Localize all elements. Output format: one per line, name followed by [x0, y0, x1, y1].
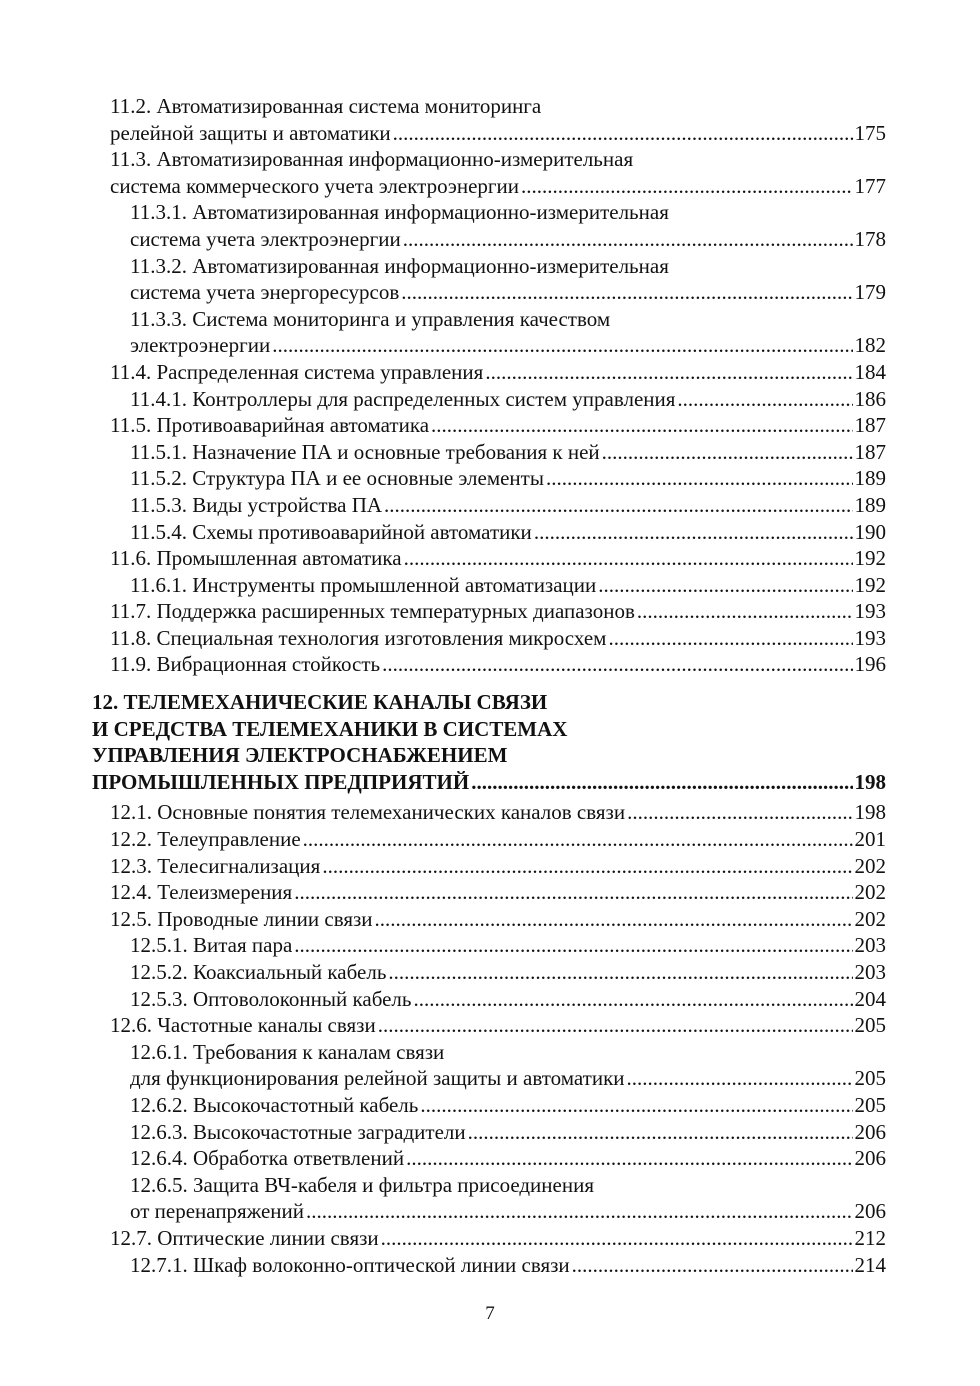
toc-entry-title: 12.5.3. Оптоволоконный кабель: [130, 986, 412, 1011]
dot-leader: [375, 906, 853, 933]
dot-leader: [420, 1092, 852, 1119]
toc-entry-11-2-line1: 11.2. Автоматизированная система мониторинга: [110, 94, 542, 118]
toc-entry-title: 12.6. Частотные каналы связи: [110, 1013, 376, 1038]
toc-entry-title: 11.5.3. Виды устройства ПА: [130, 492, 383, 517]
toc-page-number: 205: [854, 1066, 886, 1091]
toc-page-number: 204: [854, 986, 886, 1011]
toc-page-number: 179: [854, 280, 886, 305]
toc-entry-12-6-2[interactable]: [92, 1092, 886, 1119]
toc-entry-title: 12.4. Телеизмерения: [110, 880, 293, 905]
toc-entry-11-4-1[interactable]: [92, 386, 886, 413]
toc-entry-title: ПРОМЫШЛЕННЫХ ПРЕДПРИЯТИЙ: [92, 769, 470, 794]
toc-entry-11-8[interactable]: [92, 625, 886, 652]
toc-entry-11-3-line1: 11.3. Автоматизированная информационно-измерительная: [110, 147, 634, 172]
page-footer-number: 7: [485, 1303, 495, 1324]
toc-entry-12-6-1[interactable]: [92, 1065, 886, 1092]
dot-leader: [521, 173, 852, 200]
toc-entry-11-3[interactable]: [92, 173, 886, 200]
dot-leader: [608, 625, 852, 652]
toc-page-number: 192: [854, 546, 886, 571]
toc-entry-title: система учета энергоресурсов: [130, 280, 400, 305]
dot-leader: [406, 1145, 852, 1172]
dot-leader: [294, 932, 852, 959]
dot-leader: [303, 826, 853, 853]
toc-page-number: 212: [854, 1225, 886, 1250]
dot-leader: [403, 226, 853, 253]
toc-page-number: 192: [854, 572, 886, 597]
toc-page-number: 193: [854, 599, 886, 624]
toc-page-number: 198: [854, 769, 886, 794]
dot-leader: [322, 853, 852, 880]
toc-page-number: 205: [854, 1013, 886, 1038]
toc-entry-title: 12.3. Телесигнализация: [110, 853, 321, 878]
toc-entry-title: 12.5.2. Коаксиальный кабель: [130, 960, 387, 984]
toc-chapter-12[interactable]: [92, 689, 886, 795]
toc-entry-title: 11.6. Промышленная автоматика: [110, 546, 402, 571]
dot-leader: [627, 799, 852, 826]
toc-page-number: 206: [854, 1146, 886, 1171]
toc-entry-title: 11.6.1. Инструменты промышленной автоматизации: [130, 572, 597, 597]
toc-entry-12-5-2[interactable]: [92, 959, 886, 986]
toc-entry-title: 11.7. Поддержка расширенных температурных диапазонов: [110, 599, 635, 624]
toc-page-number: 187: [854, 439, 886, 464]
toc-entry-title: 12.6.2. Высокочастотный кабель: [130, 1092, 419, 1117]
dot-leader: [431, 412, 852, 439]
toc-entry-11-5-2[interactable]: [92, 465, 886, 492]
dot-leader: [306, 1198, 853, 1225]
toc-entry-12-4[interactable]: [92, 879, 886, 906]
toc-page-number: 196: [854, 652, 886, 677]
dot-leader: [598, 572, 852, 599]
dot-leader: [468, 1119, 853, 1146]
toc-page-number: 201: [854, 827, 886, 852]
toc-entry-12-5[interactable]: [92, 906, 886, 933]
dot-leader: [572, 1252, 853, 1279]
toc-entry-title: электроэнергии: [130, 333, 271, 358]
toc-page-number: 189: [854, 492, 886, 517]
toc-page-number: 193: [854, 625, 886, 650]
toc-entry-12-6-5-line1: 12.6.5. Защита ВЧ-кабеля и фильтра присоединения: [130, 1172, 594, 1197]
dot-leader: [381, 1225, 853, 1252]
toc-page-number: 177: [854, 173, 886, 198]
toc-entry-title: 12.2. Телеуправление: [110, 827, 301, 852]
toc-entry-12-6-3[interactable]: [92, 1119, 886, 1146]
toc-entry-11-3-1-line1: 11.3.1. Автоматизированная информационно-измерительная: [130, 200, 669, 225]
toc-entry-11-3-2[interactable]: [92, 279, 886, 306]
toc-entry-11-9[interactable]: [92, 651, 886, 678]
dot-leader: [677, 386, 852, 413]
toc-entry-11-3-2-line1: 11.3.2. Автоматизированная информационно-измерительная: [130, 253, 669, 278]
toc-entry-11-3-3-line1: 11.3.3. Система мониторинга и управления качеством: [130, 306, 611, 331]
toc-page-number: 187: [854, 413, 886, 438]
toc-page-number: 190: [854, 519, 886, 544]
toc-entry-title: 12.5. Проводные линии связи: [110, 906, 373, 931]
toc-entry-title: система учета электроэнергии: [130, 226, 401, 251]
toc-entry-12-6-1-line1: 12.6.1. Требования к каналам связи: [130, 1039, 445, 1064]
chapter-title-line2: И СРЕДСТВА ТЕЛЕМЕХАНИКИ В СИСТЕМАХ: [92, 716, 568, 741]
dot-leader: [294, 879, 852, 906]
toc-entry-title: 11.8. Специальная технология изготовления микросхем: [110, 625, 607, 650]
toc-entry-11-7[interactable]: [92, 598, 886, 625]
dot-leader: [378, 1012, 853, 1039]
chapter-title-line3: УПРАВЛЕНИЯ ЭЛЕКТРОСНАБЖЕНИЕМ: [92, 743, 508, 768]
toc-entry-12-6[interactable]: [92, 1012, 886, 1039]
chapter-title-line1: 12. ТЕЛЕМЕХАНИЧЕСКИЕ КАНАЛЫ СВЯЗИ: [92, 690, 548, 715]
toc-entry-12-2[interactable]: [92, 826, 886, 853]
toc-entry-12-7-1[interactable]: [92, 1252, 886, 1279]
dot-leader: [627, 1065, 853, 1092]
toc-entry-11-5[interactable]: [92, 412, 886, 439]
toc-entry-12-6-5[interactable]: [92, 1198, 886, 1225]
toc-entry-11-5-3[interactable]: [92, 492, 886, 519]
dot-leader: [404, 545, 853, 572]
toc-page-number: 205: [854, 1092, 886, 1117]
toc-page-number: 184: [854, 359, 886, 384]
dot-leader: [485, 359, 852, 386]
dot-leader: [534, 519, 853, 546]
dot-leader: [471, 769, 852, 796]
toc-page-number: 189: [854, 466, 886, 491]
toc-page-number: 206: [854, 1199, 886, 1224]
toc-page-number: 198: [854, 800, 886, 825]
toc-page-number: 202: [854, 906, 886, 931]
toc-entry-11-6-1[interactable]: [92, 572, 886, 599]
dot-leader: [401, 279, 852, 306]
toc-page-number: 182: [854, 333, 886, 358]
dot-leader: [602, 439, 853, 466]
toc-entry-title: система коммерческого учета электроэнергии: [110, 173, 520, 198]
toc-entry-title: 12.6.4. Обработка ответвлений: [130, 1146, 405, 1171]
toc-entry-title: 12.6.3. Высокочастотные заградители: [130, 1119, 466, 1144]
dot-leader: [546, 465, 853, 492]
toc-entry-title: 12.7.1. Шкаф волоконно-оптической линии связи: [130, 1252, 570, 1277]
toc-page-number: 203: [854, 933, 886, 958]
toc-entry-title: 12.7. Оптические линии связи: [110, 1225, 379, 1250]
table-of-contents: [92, 93, 886, 1278]
toc-entry-title: 11.5.4. Схемы противоаварийной автоматики: [130, 519, 532, 544]
toc-entry-12-7[interactable]: [92, 1225, 886, 1252]
toc-page-number: 206: [854, 1119, 886, 1144]
toc-page-number: 202: [854, 853, 886, 878]
chapter-title-line4: [92, 769, 886, 796]
toc-entry-title: 11.4. Распределенная система управления: [110, 359, 484, 384]
toc-page-number: 178: [854, 226, 886, 251]
toc-entry-12-3[interactable]: [92, 853, 886, 880]
toc-entry-11-5-1[interactable]: [92, 439, 886, 466]
toc-entry-11-3-1[interactable]: [92, 226, 886, 253]
toc-entry-11-5-4[interactable]: [92, 519, 886, 546]
toc-entry-12-1[interactable]: [92, 799, 886, 826]
toc-entry-title: 11.5.2. Структура ПА и ее основные элементы: [130, 466, 544, 491]
toc-entry-title: 11.4.1. Контроллеры для распределенных систем управления: [130, 386, 676, 411]
toc-page-number: 202: [854, 880, 886, 905]
toc-entry-title: от перенапряжений: [130, 1199, 304, 1224]
toc-page-number: 186: [854, 386, 886, 411]
toc-entry-title: 11.5.1. Назначение ПА и основные требования к ней: [130, 439, 600, 464]
dot-leader: [384, 492, 852, 519]
toc-entry-12-5-3[interactable]: [92, 986, 886, 1013]
toc-entry-title: релейной защиты и автоматики: [110, 120, 391, 145]
toc-entry-11-3-3[interactable]: [92, 332, 886, 359]
dot-leader: [413, 986, 852, 1013]
dot-leader: [388, 959, 852, 986]
toc-entry-title: 11.9. Вибрационная стойкость: [110, 652, 381, 677]
toc-entry-title: 11.5. Противоаварийная автоматика: [110, 413, 430, 438]
dot-leader: [272, 332, 852, 359]
dot-leader: [637, 598, 853, 625]
toc-entry-title: 12.5.1. Витая пара: [130, 933, 293, 958]
toc-page-number: 175: [854, 120, 886, 145]
toc-page-number: 203: [854, 960, 886, 984]
toc-entry-title: для функционирования релейной защиты и автоматики: [130, 1066, 625, 1091]
dot-leader: [393, 120, 853, 147]
toc-page-number: 214: [854, 1252, 886, 1277]
toc-entry-12-5-1[interactable]: [92, 932, 886, 959]
toc-entry-11-2[interactable]: [92, 120, 886, 147]
toc-entry-11-6[interactable]: [92, 545, 886, 572]
dot-leader: [382, 651, 852, 678]
toc-entry-11-4[interactable]: [92, 359, 886, 386]
toc-entry-12-6-4[interactable]: [92, 1145, 886, 1172]
toc-entry-title: 12.1. Основные понятия телемеханических каналов связи: [110, 800, 626, 825]
